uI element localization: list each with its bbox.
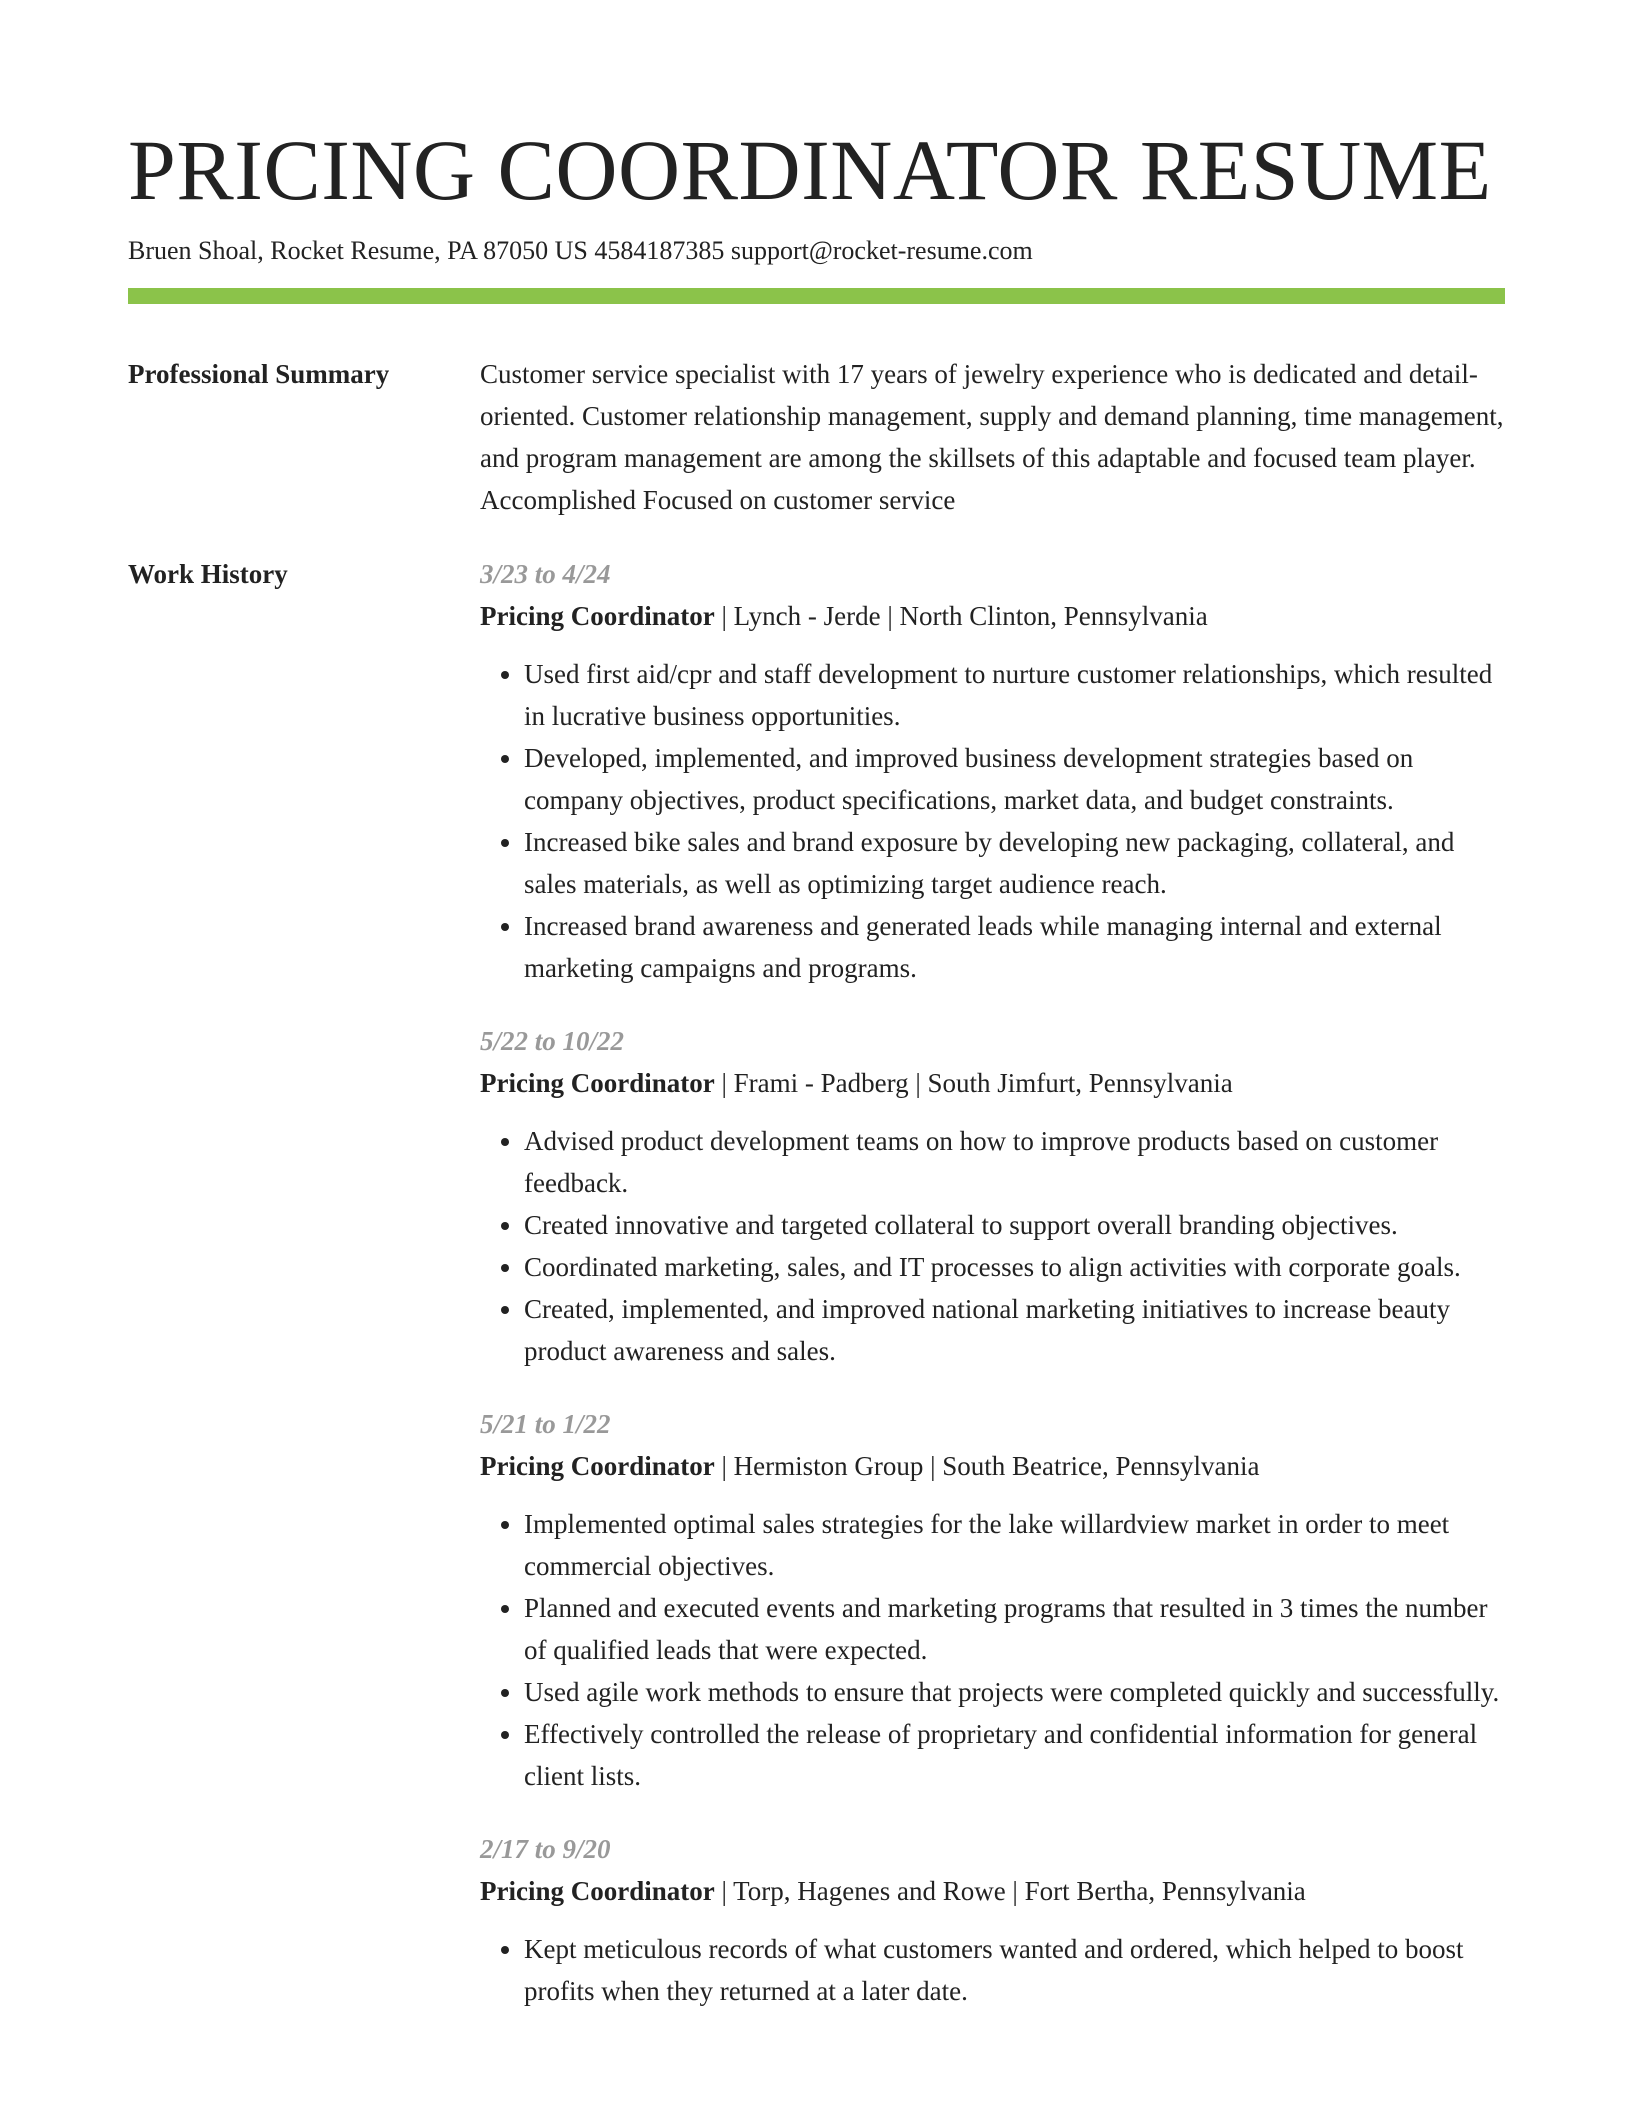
job-employer-location: | Frami - Padberg | South Jimfurt, Pennsylvania <box>714 1068 1233 1098</box>
job-employer-location: | Torp, Hagenes and Rowe | Fort Bertha, Pennsylvania <box>714 1876 1306 1906</box>
job-bullet-list <box>480 1503 1505 1797</box>
summary-heading: Professional Summary <box>128 359 390 389</box>
summary-section <box>128 353 1505 521</box>
job-entry <box>480 1403 1505 1797</box>
job-dates: 5/21 to 1/22 <box>480 1409 611 1439</box>
job-entry <box>480 1020 1505 1372</box>
work-history-list <box>480 553 1505 2043</box>
job-title: Pricing Coordinator <box>480 1876 715 1906</box>
job-bullet: • Increased bike sales and brand exposure by developing new packaging, collateral, and sales materials, as well as optimizing target audience reach. <box>524 821 1505 905</box>
job-bullet: • Developed, implemented, and improved business development strategies based on company objectives, product specifications, market data, and budget constraints. <box>524 737 1505 821</box>
job-title: Pricing Coordinator <box>480 1451 715 1481</box>
job-bullet: • Created, implemented, and improved national marketing initiatives to increase beauty product awareness and sales. <box>524 1288 1505 1372</box>
summary-text: Customer service specialist with 17 years of jewelry experience who is dedicated and detail-oriented. Customer relationship management, supply and demand planning, time management, and program management are among the skillsets of this adaptable and focused team player. Accomplished Focused on customer service <box>480 359 1504 515</box>
job-employer-location: | Lynch - Jerde | North Clinton, Pennsylvania <box>714 601 1208 631</box>
job-entry <box>480 553 1505 989</box>
job-title-line <box>480 1445 1505 1487</box>
page-title: PRICING COORDINATOR RESUME <box>128 122 1492 218</box>
job-title-line <box>480 1870 1505 1912</box>
resume-page <box>128 116 1505 2043</box>
job-title: Pricing Coordinator <box>480 601 715 631</box>
job-dates: 3/23 to 4/24 <box>480 559 611 589</box>
job-bullet: • Coordinated marketing, sales, and IT processes to align activities with corporate goals. <box>524 1246 1505 1288</box>
job-title: Pricing Coordinator <box>480 1068 715 1098</box>
job-bullet-list <box>480 1928 1505 2012</box>
job-title-line <box>480 1062 1505 1104</box>
job-bullet: • Advised product development teams on how to improve products based on customer feedback. <box>524 1120 1505 1204</box>
job-bullet: • Used agile work methods to ensure that projects were completed quickly and successfully. <box>524 1671 1505 1713</box>
job-bullet: • Created innovative and targeted collateral to support overall branding objectives. <box>524 1204 1505 1246</box>
job-dates: 2/17 to 9/20 <box>480 1834 611 1864</box>
summary-body <box>480 353 1505 521</box>
work-history-section <box>128 553 1505 2043</box>
job-dates: 5/22 to 10/22 <box>480 1026 625 1056</box>
job-bullet-list <box>480 653 1505 989</box>
job-entry <box>480 1828 1505 2012</box>
job-title-line <box>480 595 1505 637</box>
work-history-heading: Work History <box>128 559 288 589</box>
job-employer-location: | Hermiston Group | South Beatrice, Pennsylvania <box>714 1451 1260 1481</box>
job-bullet: • Kept meticulous records of what customers wanted and ordered, which helped to boost profits when they returned at a later date. <box>524 1928 1505 2012</box>
job-bullet: • Used first aid/cpr and staff development to nurture customer relationships, which resulted in lucrative business opportunities. <box>524 653 1505 737</box>
job-bullet: • Increased brand awareness and generated leads while managing internal and external marketing campaigns and programs. <box>524 905 1505 989</box>
contact-line: Bruen Shoal, Rocket Resume, PA 87050 US 4584187385 support@rocket-resume.com <box>128 236 1033 265</box>
job-bullet-list <box>480 1120 1505 1372</box>
job-bullet: • Planned and executed events and marketing programs that resulted in 3 times the number of qualified leads that were expected. <box>524 1587 1505 1671</box>
job-bullet: • Effectively controlled the release of proprietary and confidential information for general client lists. <box>524 1713 1505 1797</box>
accent-divider <box>128 288 1505 304</box>
job-bullet: • Implemented optimal sales strategies for the lake willardview market in order to meet commercial objectives. <box>524 1503 1505 1587</box>
